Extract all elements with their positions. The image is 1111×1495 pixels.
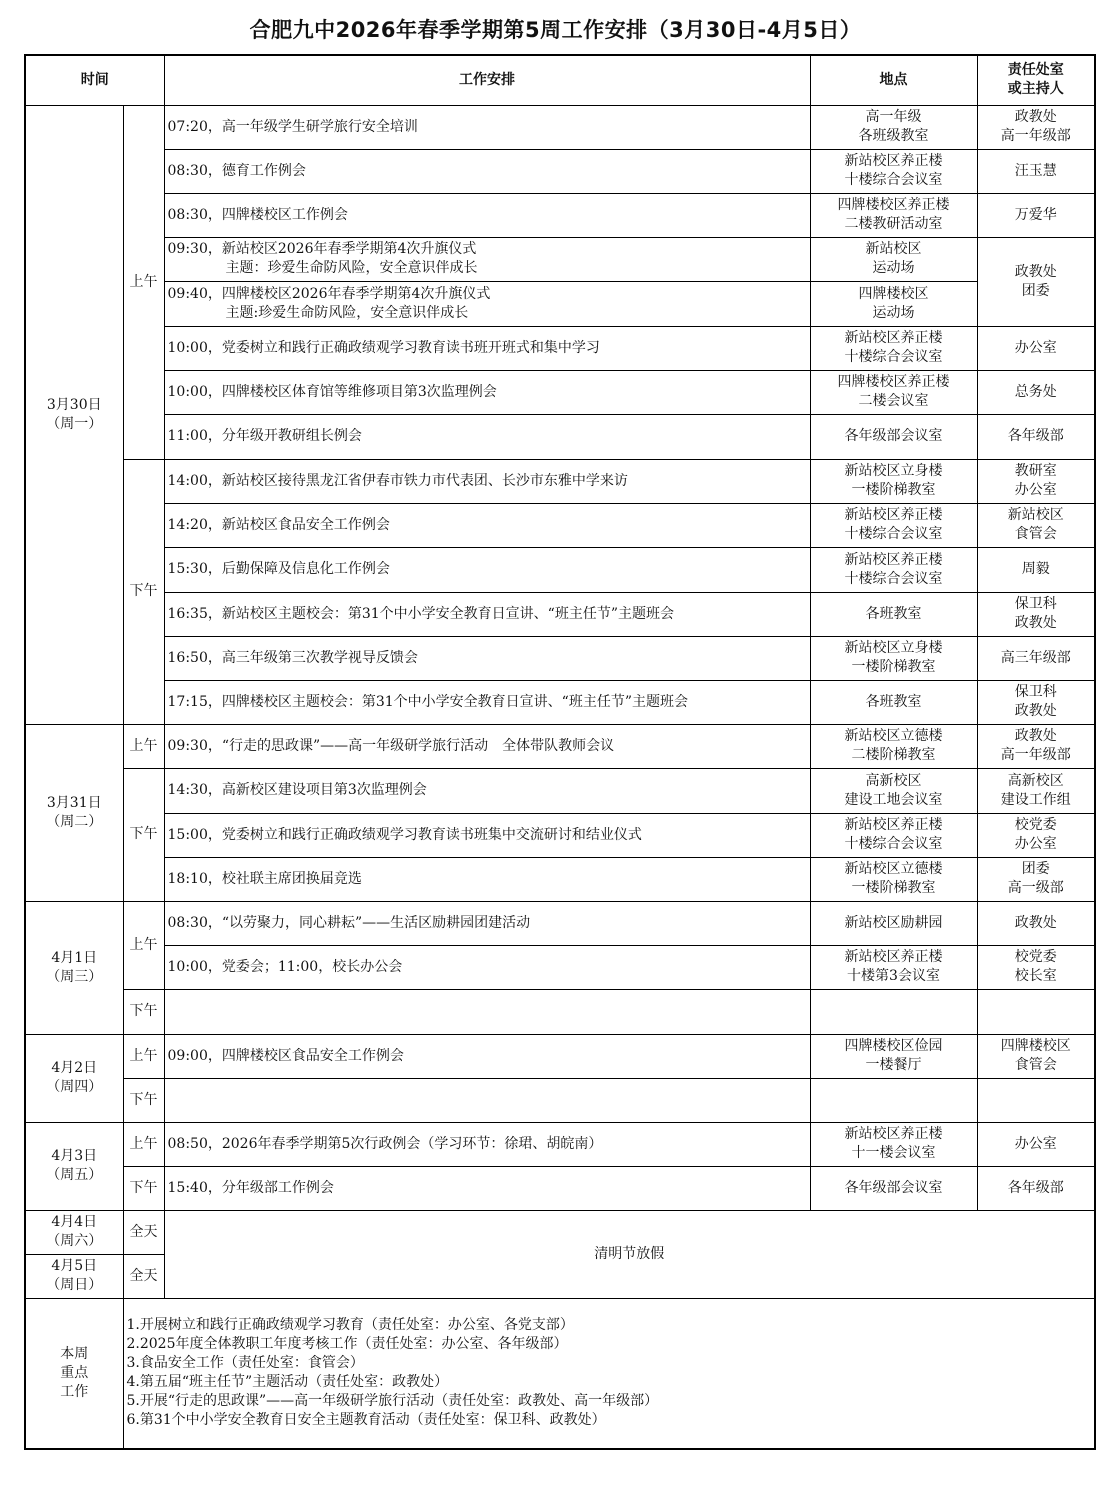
keypoints-list	[123, 1298, 1095, 1449]
table-row	[25, 1122, 1095, 1166]
period-cell: 下午	[123, 1166, 164, 1210]
owner-cell: 四牌楼校区 食管会	[977, 1034, 1095, 1078]
period-cell: 上午	[123, 901, 164, 989]
table-row	[25, 901, 1095, 945]
location-cell: 新站校区养正楼 十楼综合会议室	[810, 326, 977, 370]
period-cell: 上午	[123, 724, 164, 768]
header-row	[25, 55, 1095, 105]
work-item: 15:30，后勤保障及信息化工作例会	[164, 547, 810, 592]
header-work: 工作安排	[164, 55, 810, 105]
table-row	[25, 1078, 1095, 1122]
owner-cell: 保卫科 政教处	[977, 680, 1095, 724]
owner-cell: 教研室 办公室	[977, 459, 1095, 503]
list-item: 2.2025年度全体教职工年度考核工作（责任处室：办公室、各年级部）	[126, 1336, 568, 1353]
list-item: 5.开展“行走的思政课”——高一年级研学旅行活动（责任处室：政教处、高一年级部）	[126, 1393, 659, 1410]
owner-cell	[977, 1078, 1095, 1122]
table-row	[25, 414, 1095, 459]
day-cell: 3月31日 （周二）	[25, 724, 123, 901]
owner-cell: 政教处 高一年级部	[977, 724, 1095, 768]
table-row	[25, 547, 1095, 592]
header-owner: 责任处室 或主持人	[977, 55, 1095, 105]
list-item: 1.开展树立和践行正确政绩观学习教育（责任处室：办公室、各党支部）	[126, 1317, 574, 1334]
owner-cell: 高三年级部	[977, 636, 1095, 680]
table-row	[25, 193, 1095, 237]
location-cell: 新站校区养正楼 十楼综合会议室	[810, 813, 977, 857]
period-cell: 上午	[123, 1122, 164, 1166]
period-cell: 全天	[123, 1210, 164, 1254]
period-cell: 下午	[123, 989, 164, 1034]
table-row	[25, 945, 1095, 989]
work-item: 15:00，党委树立和践行正确政绩观学习教育读书班集中交流研讨和结业仪式	[164, 813, 810, 857]
period-cell: 下午	[123, 768, 164, 901]
header-location: 地点	[810, 55, 977, 105]
work-item: 17:15，四牌楼校区主题校会：第31个中小学安全教育日宣讲、“班主任节”主题班会	[164, 680, 810, 724]
table-row	[25, 1210, 1095, 1254]
location-cell: 各年级部会议室	[810, 414, 977, 459]
work-item: 16:50，高三年级第三次教学视导反馈会	[164, 636, 810, 680]
table-row	[25, 370, 1095, 414]
table-row	[25, 105, 1095, 149]
day-cell: 4月4日 （周六）	[25, 1210, 123, 1254]
location-cell: 四牌楼校区养正楼 二楼会议室	[810, 370, 977, 414]
owner-cell: 万爱华	[977, 193, 1095, 237]
location-cell: 新站校区立德楼 二楼阶梯教室	[810, 724, 977, 768]
work-item: 14:30，高新校区建设项目第3次监理例会	[164, 768, 810, 813]
owner-cell: 总务处	[977, 370, 1095, 414]
schedule-table	[24, 54, 1096, 1450]
location-cell: 各班教室	[810, 592, 977, 636]
period-cell: 下午	[123, 459, 164, 724]
work-item: 07:20，高一年级学生研学旅行安全培训	[164, 105, 810, 149]
table-row	[25, 636, 1095, 680]
owner-cell: 办公室	[977, 326, 1095, 370]
keypoints-label: 本周 重点 工作	[25, 1298, 123, 1449]
day-cell: 4月1日 （周三）	[25, 901, 123, 1034]
location-cell: 高新校区 建设工地会议室	[810, 768, 977, 813]
period-cell: 全天	[123, 1254, 164, 1298]
owner-cell: 政教处 团委	[977, 237, 1095, 326]
work-item: 10:00，四牌楼校区体育馆等维修项目第3次监理例会	[164, 370, 810, 414]
work-item: 08:30，四牌楼校区工作例会	[164, 193, 810, 237]
work-item: 09:40，四牌楼校区2026年春季学期第4次升旗仪式 主题:珍爱生命防风险，安全意识伴成长	[164, 281, 810, 326]
location-cell	[810, 1078, 977, 1122]
work-item: 08:50，2026年春季学期第5次行政例会（学习环节：徐珺、胡皖南）	[164, 1122, 810, 1166]
day-cell: 4月5日 （周日）	[25, 1254, 123, 1298]
owner-cell: 汪玉慧	[977, 149, 1095, 193]
list-item: 3.食品安全工作（责任处室：食管会）	[126, 1355, 364, 1372]
location-cell: 新站校区养正楼 十楼综合会议室	[810, 503, 977, 547]
work-item: 09:00，四牌楼校区食品安全工作例会	[164, 1034, 810, 1078]
owner-cell: 新站校区 食管会	[977, 503, 1095, 547]
location-cell: 新站校区励耕园	[810, 901, 977, 945]
table-row	[25, 503, 1095, 547]
keypoints-row	[25, 1298, 1095, 1449]
table-row	[25, 813, 1095, 857]
work-item: 08:30，德育工作例会	[164, 149, 810, 193]
day-cell: 4月2日 （周四）	[25, 1034, 123, 1122]
work-item: 08:30，“以劳聚力，同心耕耘”——生活区励耕园团建活动	[164, 901, 810, 945]
table-row	[25, 459, 1095, 503]
work-item: 10:00，党委会；11:00，校长办公会	[164, 945, 810, 989]
table-row	[25, 1034, 1095, 1078]
work-item: 14:00，新站校区接待黑龙江省伊春市铁力市代表团、长沙市东雅中学来访	[164, 459, 810, 503]
owner-cell: 办公室	[977, 1122, 1095, 1166]
work-item: 15:40，分年级部工作例会	[164, 1166, 810, 1210]
owner-cell: 政教处	[977, 901, 1095, 945]
owner-cell: 校党委 校长室	[977, 945, 1095, 989]
work-item: 11:00，分年级开教研组长例会	[164, 414, 810, 459]
work-item	[164, 989, 810, 1034]
work-item: 10:00，党委树立和践行正确政绩观学习教育读书班开班式和集中学习	[164, 326, 810, 370]
location-cell: 各班教室	[810, 680, 977, 724]
table-row	[25, 680, 1095, 724]
owner-cell: 保卫科 政教处	[977, 592, 1095, 636]
work-item: 18:10，校社联主席团换届竞选	[164, 857, 810, 901]
table-row	[25, 724, 1095, 768]
table-row	[25, 149, 1095, 193]
work-item: 16:35，新站校区主题校会：第31个中小学安全教育日宣讲、“班主任节”主题班会	[164, 592, 810, 636]
location-cell	[810, 989, 977, 1034]
list-item: 4.第五届“班主任节”主题活动（责任处室：政教处）	[126, 1374, 449, 1391]
owner-cell: 各年级部	[977, 414, 1095, 459]
table-row	[25, 237, 1095, 281]
table-row	[25, 592, 1095, 636]
work-item	[164, 1078, 810, 1122]
owner-cell	[977, 989, 1095, 1034]
owner-cell: 高新校区 建设工作组	[977, 768, 1095, 813]
table-row	[25, 1166, 1095, 1210]
table-row	[25, 326, 1095, 370]
location-cell: 新站校区养正楼 十楼综合会议室	[810, 149, 977, 193]
table-row	[25, 989, 1095, 1034]
owner-cell: 校党委 办公室	[977, 813, 1095, 857]
table-row	[25, 768, 1095, 813]
location-cell: 四牌楼校区俭园 一楼餐厅	[810, 1034, 977, 1078]
location-cell: 新站校区立身楼 一楼阶梯教室	[810, 636, 977, 680]
table-row	[25, 281, 1095, 326]
location-cell: 新站校区立身楼 一楼阶梯教室	[810, 459, 977, 503]
location-cell: 四牌楼校区 运动场	[810, 281, 977, 326]
location-cell: 新站校区立德楼 一楼阶梯教室	[810, 857, 977, 901]
location-cell: 新站校区 运动场	[810, 237, 977, 281]
location-cell: 各年级部会议室	[810, 1166, 977, 1210]
owner-cell: 各年级部	[977, 1166, 1095, 1210]
period-cell: 上午	[123, 1034, 164, 1078]
owner-cell: 团委 高一级部	[977, 857, 1095, 901]
location-cell: 新站校区养正楼 十一楼会议室	[810, 1122, 977, 1166]
work-item: 09:30，“行走的思政课”——高一年级研学旅行活动 全体带队教师会议	[164, 724, 810, 768]
period-cell: 下午	[123, 1078, 164, 1122]
location-cell: 新站校区养正楼 十楼综合会议室	[810, 547, 977, 592]
owner-cell: 周毅	[977, 547, 1095, 592]
day-cell: 4月3日 （周五）	[25, 1122, 123, 1210]
owner-cell: 政教处 高一年级部	[977, 105, 1095, 149]
holiday-cell: 清明节放假	[164, 1210, 1095, 1298]
day-cell: 3月30日 （周一）	[25, 105, 123, 724]
header-time: 时间	[25, 55, 164, 105]
location-cell: 新站校区养正楼 十楼第3会议室	[810, 945, 977, 989]
page-title: 合肥九中2026年春季学期第5周工作安排（3月30日-4月5日）	[249, 18, 862, 42]
list-item: 6.第31个中小学安全教育日安全主题教育活动（责任处室：保卫科、政教处）	[126, 1412, 606, 1429]
location-cell: 高一年级 各班级教室	[810, 105, 977, 149]
work-item: 14:20，新站校区食品安全工作例会	[164, 503, 810, 547]
work-item: 09:30，新站校区2026年春季学期第4次升旗仪式 主题：珍爱生命防风险，安全意识伴成长	[164, 237, 810, 281]
table-row	[25, 857, 1095, 901]
location-cell: 四牌楼校区养正楼 二楼教研活动室	[810, 193, 977, 237]
period-cell: 上午	[123, 105, 164, 459]
